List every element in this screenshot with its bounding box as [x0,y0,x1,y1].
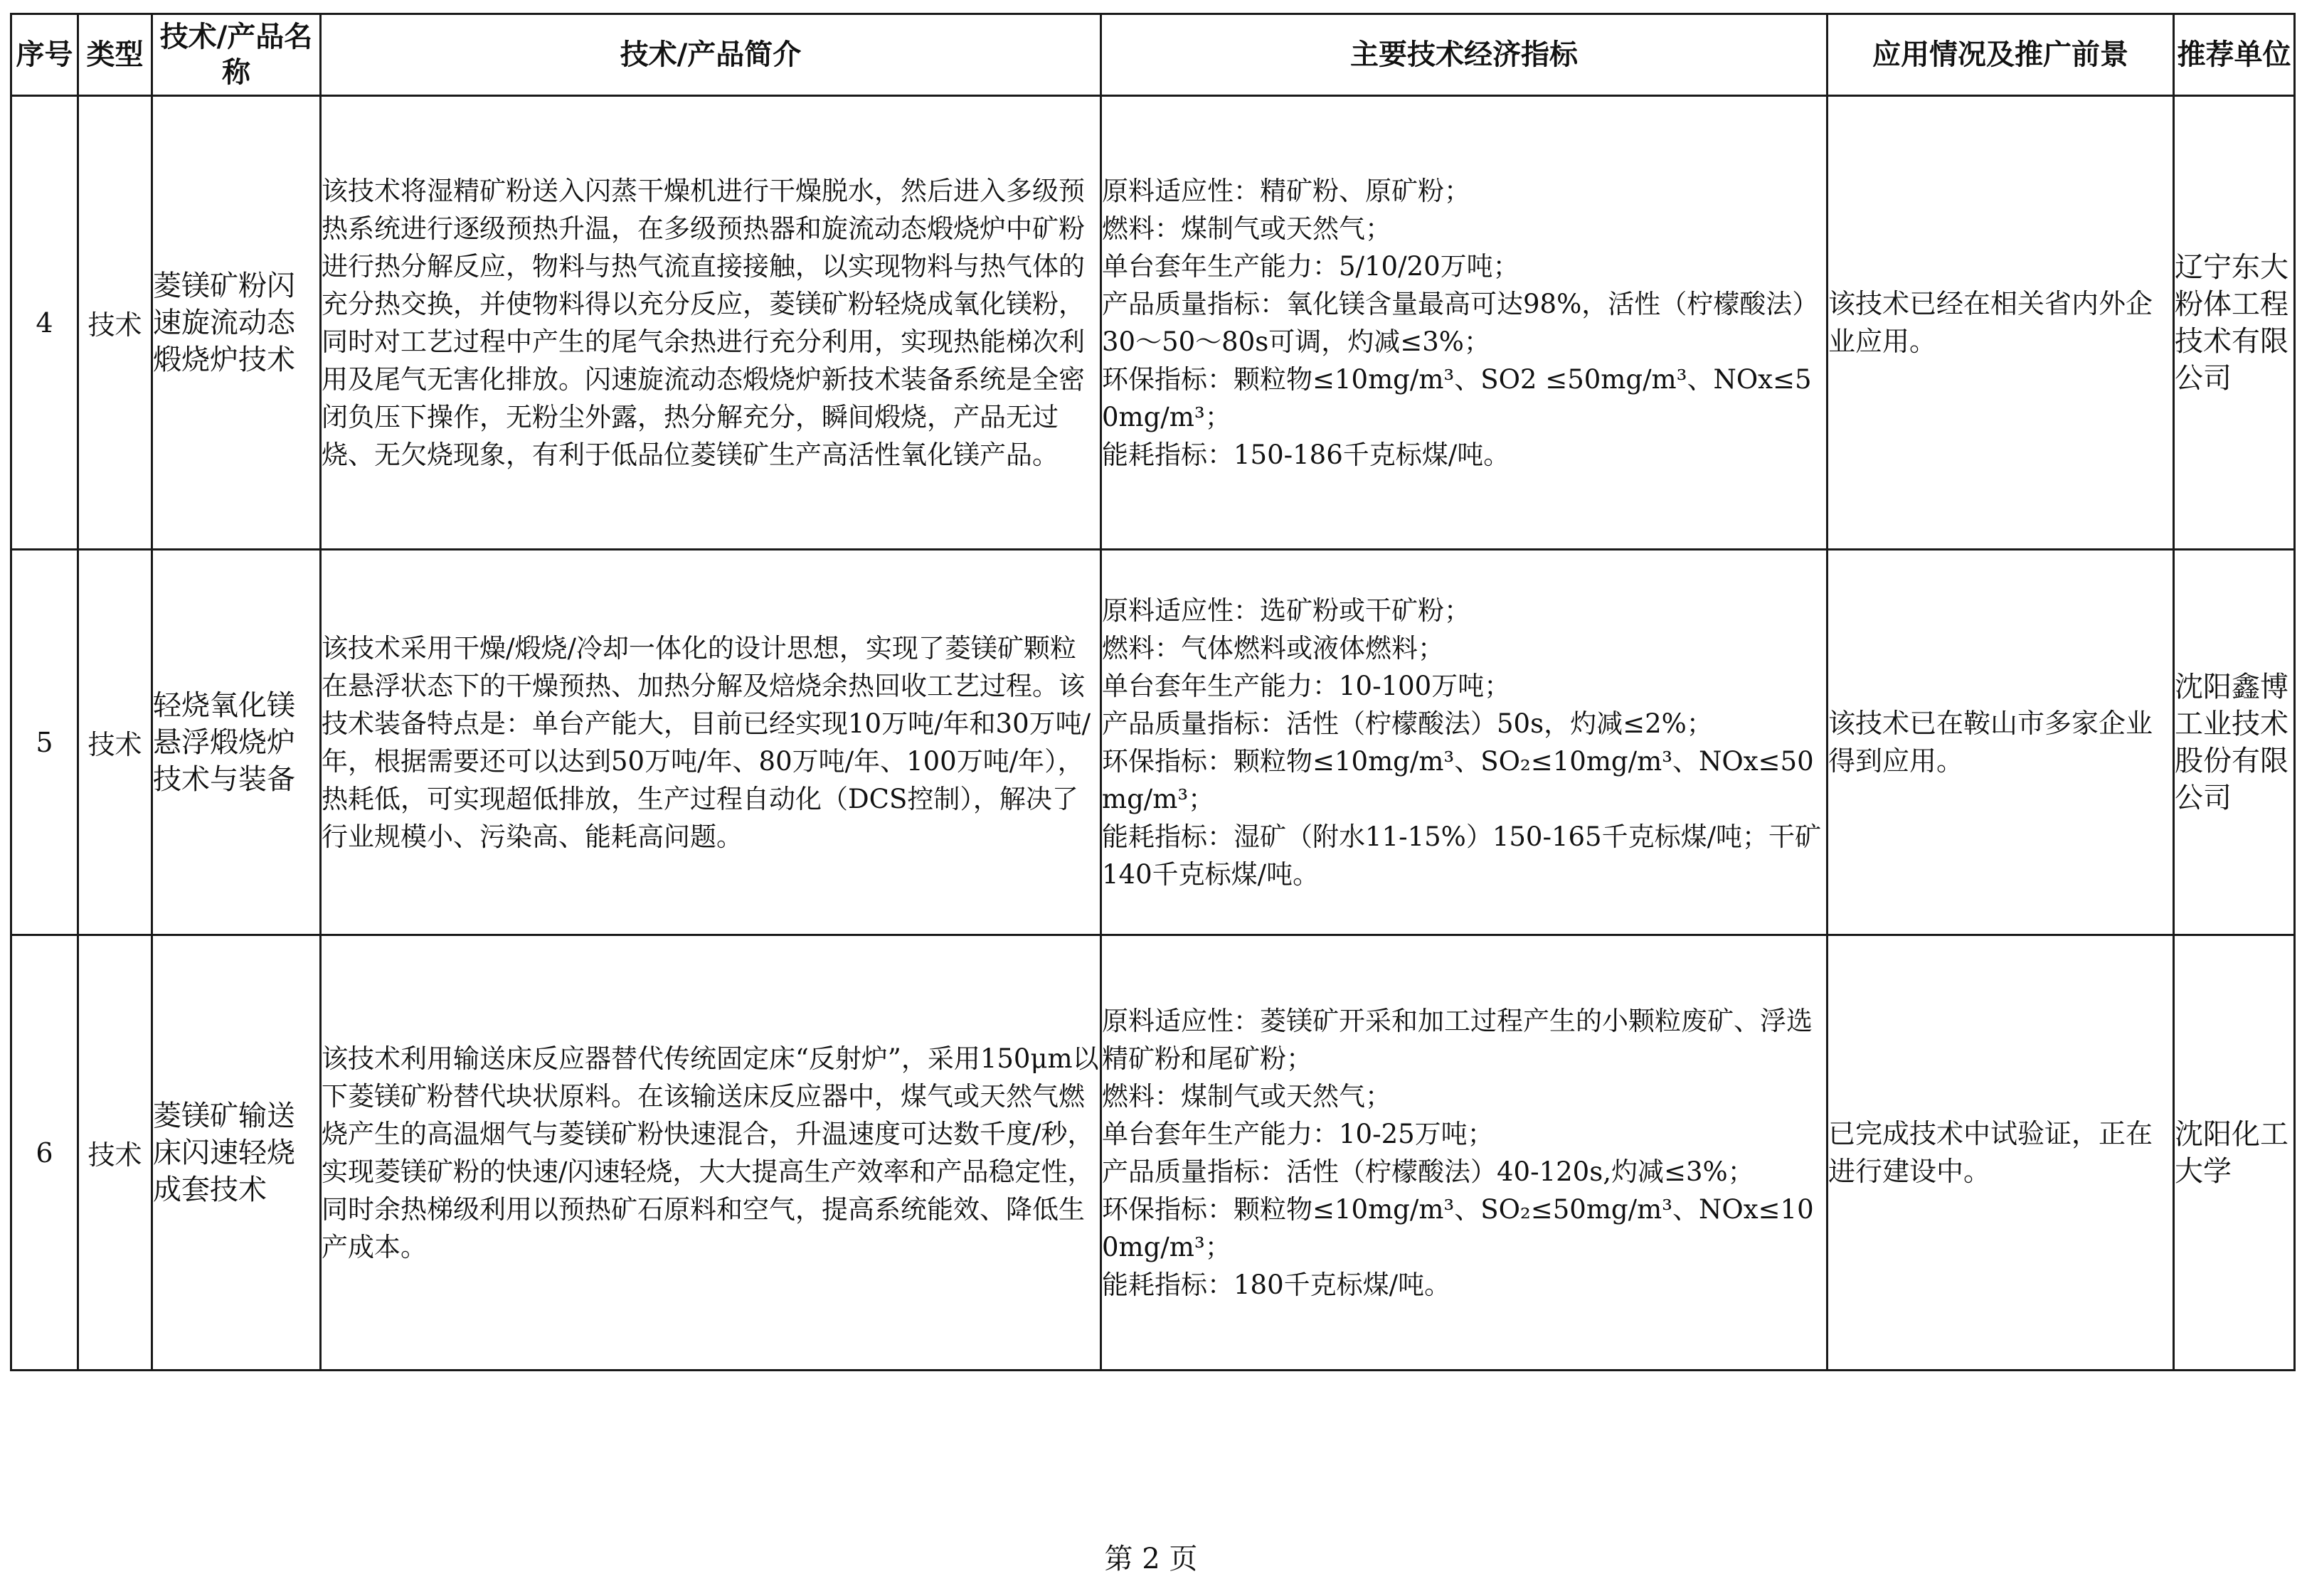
row-number: 6 [11,935,78,1371]
row-application: 该技术已在鞍山市多家企业得到应用。 [1828,550,2174,935]
header-recommender: 推荐单位 [2174,14,2295,96]
metric-line: 燃料：煤制气或天然气； [1102,1080,1391,1112]
header-name: 技术/产品名称 [152,14,321,96]
row-name: 轻烧氧化镁悬浮煅烧炉技术与装备 [152,550,321,935]
metric-line: 产品质量指标：氧化镁含量最高可达98%，活性（柠檬酸法）30～50～80s可调，灼减≤3%； [1102,288,1819,357]
row-name: 菱镁矿输送床闪速轻烧成套技术 [152,935,321,1371]
row-number: 4 [11,96,78,550]
row-application: 已完成技术中试验证，正在进行建设中。 [1828,935,2174,1371]
row-number: 5 [11,550,78,935]
row-metrics [1101,550,1828,935]
row-recommender: 沈阳鑫博工业技术股份有限公司 [2174,550,2295,935]
metric-line: 单台套年生产能力：10-100万吨； [1102,670,1511,701]
row-name: 菱镁矿粉闪速旋流动态煅烧炉技术 [152,96,321,550]
metric-line: 燃料：气体燃料或液体燃料； [1102,632,1444,664]
document-page [10,13,2293,1371]
header-metrics: 主要技术经济指标 [1101,14,1828,96]
table-row [11,935,2295,1371]
header-type: 类型 [78,14,152,96]
row-type: 技术 [78,935,152,1371]
metric-line: 环保指标：颗粒物≤10mg/m³、SO₂≤10mg/m³、NOx≤50mg/m³； [1102,745,1814,814]
metric-line: 环保指标：颗粒物≤10mg/m³、SO₂≤50mg/m³、NOx≤100mg/m³； [1102,1193,1814,1262]
metric-line: 原料适应性：选矿粉或干矿粉； [1102,595,1470,626]
row-application: 该技术已经在相关省内外企业应用。 [1828,96,2174,550]
metric-line: 能耗指标：150-186千克标煤/吨。 [1102,439,1510,470]
header-intro: 技术/产品简介 [321,14,1101,96]
metric-line: 单台套年生产能力：5/10/20万吨； [1102,250,1519,282]
row-intro: 该技术将湿精矿粉送入闪蒸干燥机进行干燥脱水，然后进入多级预热系统进行逐级预热升温，在多级预热器和旋流动态煅烧炉中矿粉进行热分解反应，物料与热气流直接接触，以实现物料与热气体的充分热交换，并使物料得以充分反应，菱镁矿粉轻烧成氧化镁粉，同时对工艺过程中产生的尾气余热进行充分利用，实现热能梯次利用及尾气无害化排放。闪速旋流动态煅烧炉新技术装备系统是全密闭负压下操作，无粉尘外露，热分解充分，瞬间煅烧，产品无过烧、无欠烧现象，有利于低品位菱镁矿生产高活性氧化镁产品。 [321,96,1101,550]
row-recommender: 沈阳化工大学 [2174,935,2295,1371]
header-application: 应用情况及推广前景 [1828,14,2174,96]
technology-table [10,13,2296,1371]
metric-line: 能耗指标：湿矿（附水11-15%）150-165千克标煤/吨；干矿140千克标煤/吨。 [1102,821,1822,890]
metric-line: 能耗指标：180千克标煤/吨。 [1102,1269,1451,1300]
row-type: 技术 [78,96,152,550]
row-intro: 该技术采用干燥/煅烧/冷却一体化的设计思想，实现了菱镁矿颗粒在悬浮状态下的干燥预热、加热分解及焙烧余热回收工艺过程。该技术装备特点是：单台产能大，目前已经实现10万吨/年和30万吨/年，根据需要还可以达到50万吨/年、80万吨/年、100万吨/年），热耗低，可实现超低排放，生产过程自动化（DCS控制），解决了行业规模小、污染高、能耗高问题。 [321,550,1101,935]
metric-line: 环保指标：颗粒物≤10mg/m³、SO2 ≤50mg/m³、NOx≤50mg/m³； [1102,363,1812,432]
table-row [11,96,2295,550]
row-type: 技术 [78,550,152,935]
metric-line: 燃料：煤制气或天然气； [1102,213,1391,244]
header-no: 序号 [11,14,78,96]
row-metrics [1101,96,1828,550]
row-metrics [1101,935,1828,1371]
metric-line: 单台套年生产能力：10-25万吨； [1102,1118,1494,1149]
metric-line: 原料适应性：精矿粉、原矿粉； [1102,175,1470,206]
metric-line: 产品质量指标：活性（柠檬酸法）50s，灼减≤2%； [1102,708,1713,739]
page-number: 第 2 页 [1104,1543,1198,1575]
row-intro: 该技术利用输送床反应器替代传统固定床“反射炉”，采用150μm以下菱镁矿粉替代块状原料。在该输送床反应器中，煤气或天然气燃烧产生的高温烟气与菱镁矿粉快速混合，升温速度可达数千度/秒，实现菱镁矿粉的快速/闪速轻烧，大大提高生产效率和产品稳定性，同时余热梯级利用以预热矿石原料和空气，提高系统能效、降低生产成本。 [321,935,1101,1371]
metric-line: 原料适应性：菱镁矿开采和加工过程产生的小颗粒废矿、浮选精矿粉和尾矿粉； [1102,1005,1813,1074]
metric-line: 产品质量指标：活性（柠檬酸法）40-120s,灼减≤3%； [1102,1156,1754,1187]
row-recommender: 辽宁东大粉体工程技术有限公司 [2174,96,2295,550]
header-row [11,14,2295,96]
table-row [11,550,2295,935]
